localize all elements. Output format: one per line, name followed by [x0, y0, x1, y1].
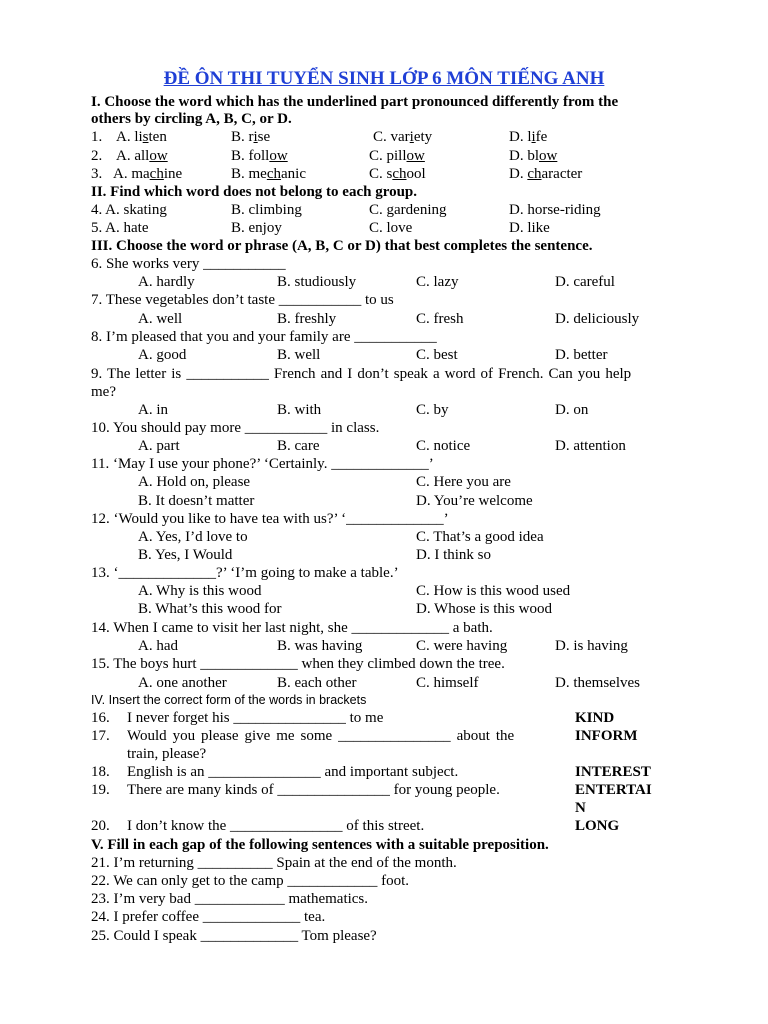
q2-option-d: D. blow [509, 148, 558, 164]
q4-option-a: 4. A. skating [91, 202, 167, 218]
q6-stem: 6. She works very ___________ [91, 256, 286, 272]
q12-option-b: B. Yes, I Would [138, 547, 233, 563]
section1-heading-line1: I. Choose the word which has the underlined part pronounced differently from the [91, 94, 619, 110]
q1-option-b: B. rise [231, 129, 271, 145]
q5-option-d: D. like [509, 220, 550, 236]
preposition-item-23: 23. I’m very bad ____________ mathematics. [91, 891, 369, 907]
q4-option-c: C. gardening [369, 202, 447, 218]
section3-heading: III. Choose the word or phrase (A, B, C or D) that best completes the sentence. [91, 238, 593, 254]
q4-option-d: D. horse-riding [509, 202, 601, 218]
preposition-item-24: 24. I prefer coffee _____________ tea. [91, 909, 326, 925]
item-sentence: I never forget his _______________ to me [127, 710, 384, 726]
section4-heading: IV. Insert the correct form of the words in brackets [91, 693, 367, 707]
q6-option-c: C. lazy [416, 274, 459, 290]
q12-stem: 12. ‘Would you like to have tea with us?’ ‘_____________’ [91, 511, 449, 527]
q3-option-d: D. character [509, 166, 583, 182]
q8-option-c: C. best [416, 347, 458, 363]
q15-option-c: C. himself [416, 675, 479, 691]
q2-number: 2. [91, 148, 103, 164]
item-sentence: I don’t know the _______________ of this street. [127, 818, 425, 834]
q9-option-b: B. with [277, 402, 322, 418]
q14-stem: 14. When I came to visit her last night, she _____________ a bath. [91, 620, 493, 636]
q7-option-b: B. freshly [277, 311, 337, 327]
item-sentence: Would you please give me some _______________ about the [127, 728, 515, 744]
q4-option-b: B. climbing [231, 202, 302, 218]
section5-heading: V. Fill in each gap of the following sentences with a suitable preposition. [91, 837, 549, 853]
q14-option-c: C. were having [416, 638, 508, 654]
preposition-item-25: 25. Could I speak _____________ Tom please? [91, 928, 377, 944]
q8-option-a: A. good [138, 347, 187, 363]
q10-option-a: A. part [138, 438, 180, 454]
q3-option-c: C. school [369, 166, 426, 182]
q3-option-a: A. machine [113, 166, 183, 182]
q9-option-d: D. on [555, 402, 589, 418]
q5-option-b: B. enjoy [231, 220, 282, 236]
q6-option-d: D. careful [555, 274, 615, 290]
q14-option-d: D. is having [555, 638, 628, 654]
q10-option-d: D. attention [555, 438, 626, 454]
q3-number: 3. [91, 166, 103, 182]
item-keyword: INFORM [575, 728, 638, 744]
q1-number: 1. [91, 129, 103, 145]
q7-option-a: A. well [138, 311, 183, 327]
q2-option-a: A. allow [116, 148, 168, 164]
q3-option-b: B. mechanic [231, 166, 306, 182]
q11-option-b: B. It doesn’t matter [138, 493, 255, 509]
q7-option-d: D. deliciously [555, 311, 640, 327]
page-title: ĐỀ ÔN THI TUYỂN SINH LỚP 6 MÔN TIẾNG ANH [163, 68, 605, 89]
q15-option-a: A. one another [138, 675, 227, 691]
item-number: 20. [91, 818, 110, 834]
q11-stem: 11. ‘May I use your phone?’ ‘Certainly. _____________’ [91, 456, 434, 472]
q5-option-c: C. love [369, 220, 413, 236]
q9-option-a: A. in [138, 402, 168, 418]
q8-stem: 8. I’m pleased that you and your family are ___________ [91, 329, 437, 345]
q11-option-c: C. Here you are [416, 474, 511, 490]
q5-option-a: 5. A. hate [91, 220, 149, 236]
q9-option-c: C. by [416, 402, 449, 418]
q15-stem: 15. The boys hurt _____________ when they climbed down the tree. [91, 656, 505, 672]
item-sentence: There are many kinds of _______________ for young people. [127, 782, 500, 798]
preposition-item-22: 22. We can only get to the camp ____________ foot. [91, 873, 410, 889]
q14-option-a: A. had [138, 638, 178, 654]
q10-option-c: C. notice [416, 438, 471, 454]
q6-option-b: B. studiously [277, 274, 357, 290]
q13-option-a: A. Why is this wood [138, 583, 262, 599]
q9-stem-line2: me? [91, 384, 116, 400]
q1-option-c: C. variety [373, 129, 433, 145]
section1-heading-line2: others by circling A, B, C, or D. [91, 111, 292, 127]
q8-option-d: D. better [555, 347, 608, 363]
item-keyword: ENTERTAI [575, 782, 652, 798]
q15-option-b: B. each other [277, 675, 357, 691]
q1-option-a: A. listen [116, 129, 167, 145]
q12-option-c: C. That’s a good idea [416, 529, 544, 545]
item-keyword: INTEREST [575, 764, 651, 780]
q10-stem: 10. You should pay more ___________ in class. [91, 420, 380, 436]
item-keyword: KIND [575, 710, 615, 726]
q13-option-b: B. What’s this wood for [138, 601, 282, 617]
item-keyword-line2: N [575, 800, 586, 816]
item-number: 17. [91, 728, 110, 744]
item-number: 16. [91, 710, 110, 726]
q13-option-d: D. Whose is this wood [416, 601, 552, 617]
q8-option-b: B. well [277, 347, 321, 363]
q9-stem-line1: 9. The letter is ___________ French and I don’t speak a word of French. Can you help [91, 366, 632, 382]
q15-option-d: D. themselves [555, 675, 640, 691]
q7-stem: 7. These vegetables don’t taste ___________ to us [91, 292, 394, 308]
item-number: 18. [91, 764, 110, 780]
q7-option-c: C. fresh [416, 311, 464, 327]
section2-heading: II. Find which word does not belong to each group. [91, 184, 418, 200]
q1-option-d: D. life [509, 129, 548, 145]
q12-option-d: D. I think so [416, 547, 491, 563]
item-keyword: LONG [575, 818, 620, 834]
q2-option-c: C. pillow [369, 148, 425, 164]
q6-option-a: A. hardly [138, 274, 195, 290]
preposition-item-21: 21. I’m returning __________ Spain at the end of the month. [91, 855, 457, 871]
q13-option-c: C. How is this wood used [416, 583, 571, 599]
q13-stem: 13. ‘_____________?’ ‘I’m going to make a table.’ [91, 565, 399, 581]
item-sentence-line2: train, please? [127, 746, 207, 762]
q11-option-a: A. Hold on, please [138, 474, 251, 490]
q2-option-b: B. follow [231, 148, 288, 164]
q11-option-d: D. You’re welcome [416, 493, 533, 509]
q10-option-b: B. care [277, 438, 320, 454]
q14-option-b: B. was having [277, 638, 363, 654]
item-number: 19. [91, 782, 110, 798]
item-sentence: English is an _______________ and important subject. [127, 764, 459, 780]
q12-option-a: A. Yes, I’d love to [138, 529, 248, 545]
